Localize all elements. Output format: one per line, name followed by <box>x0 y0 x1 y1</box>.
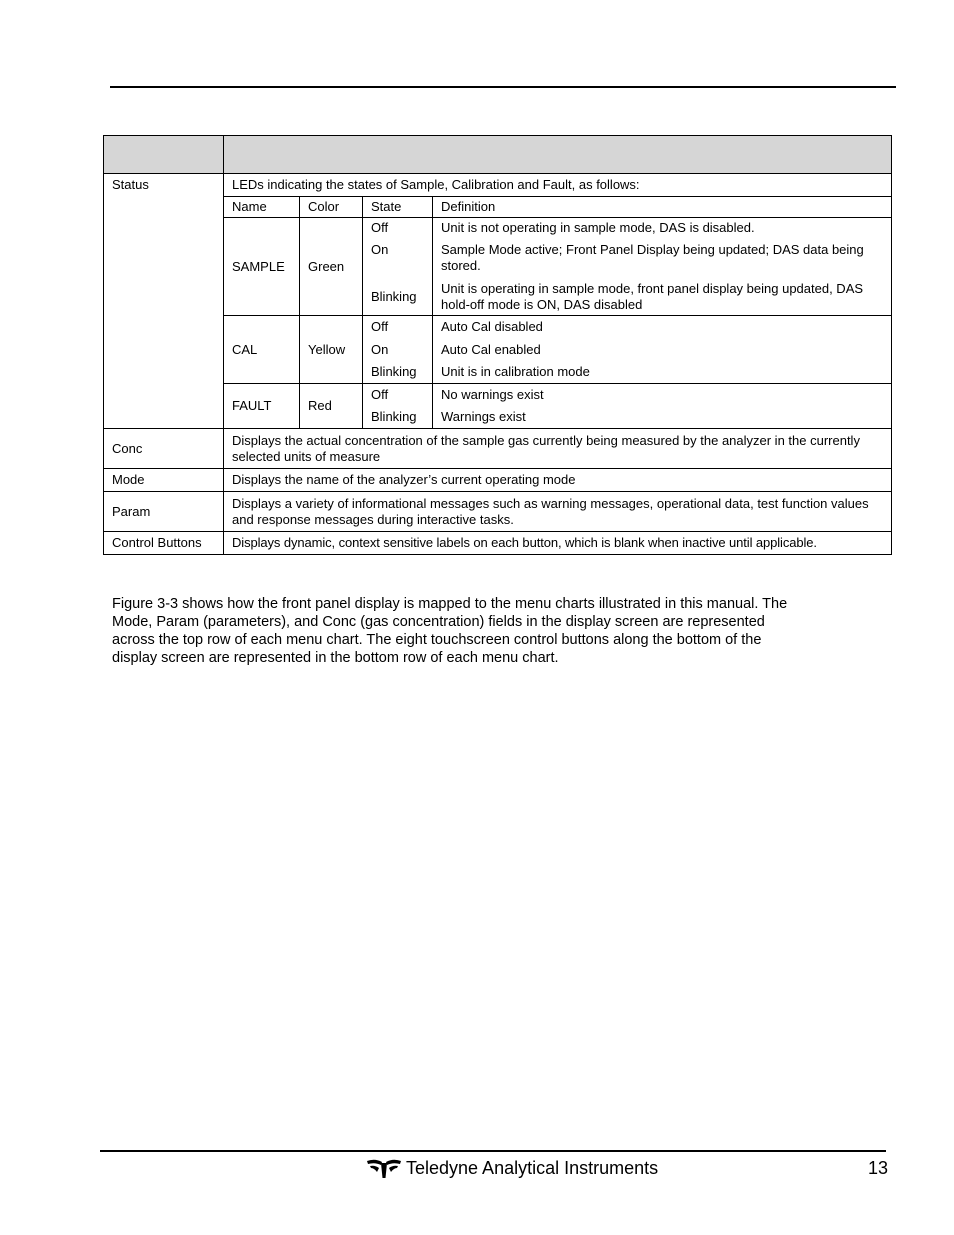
led-state: Blinking <box>363 407 433 429</box>
led-definition: Sample Mode active; Front Panel Display being updated; DAS data being stored. <box>433 240 892 278</box>
body-paragraph <box>112 595 852 667</box>
led-state: Off <box>363 316 433 339</box>
header-cell-field <box>104 136 224 174</box>
page-footer <box>366 1157 658 1179</box>
control-buttons-field-label: Control Buttons <box>104 532 224 555</box>
table-header-row <box>104 136 892 174</box>
led-color-cal: Yellow <box>300 316 363 384</box>
led-definition: Auto Cal enabled <box>433 339 892 362</box>
led-definition: Unit is not operating in sample mode, DAS is disabled. <box>433 218 892 240</box>
footer-rule <box>100 1150 886 1152</box>
conc-field-label: Conc <box>104 429 224 469</box>
table-row <box>104 429 892 469</box>
control-buttons-description: Displays dynamic, context sensitive labels on each button, which is blank when inactive until applicable. <box>224 532 892 555</box>
param-field-label: Param <box>104 492 224 532</box>
mode-description: Displays the name of the analyzer’s current operating mode <box>224 469 892 492</box>
paragraph-line: Figure 3-3 shows how the front panel display is mapped to the menu charts illustrated in this manual. The <box>112 596 788 612</box>
led-color-sample: Green <box>300 218 363 316</box>
subheader-name: Name <box>224 197 300 218</box>
paragraph-line: display screen are represented in the bottom row of each menu chart. <box>112 650 559 666</box>
paragraph-line: Mode, Param (parameters), and Conc (gas concentration) fields in the display screen are represented <box>112 614 765 630</box>
led-definition: No warnings exist <box>433 384 892 407</box>
table-row <box>104 174 892 197</box>
company-name: Teledyne Analytical Instruments <box>406 1157 659 1178</box>
led-definition: Unit is in calibration mode <box>433 362 892 384</box>
led-name-sample: SAMPLE <box>224 218 300 316</box>
led-state: Blinking <box>363 278 433 316</box>
led-state: On <box>363 339 433 362</box>
conc-description: Displays the actual concentration of the sample gas currently being measured by the analyzer in the currently selected units of measure <box>224 429 892 469</box>
status-field-label: Status <box>104 174 224 429</box>
subheader-color: Color <box>300 197 363 218</box>
led-state: Off <box>363 218 433 240</box>
led-definition: Auto Cal disabled <box>433 316 892 339</box>
header-rule <box>110 86 896 88</box>
teledyne-logo-icon <box>366 1157 402 1179</box>
led-name-cal: CAL <box>224 316 300 384</box>
mode-field-label: Mode <box>104 469 224 492</box>
param-description: Displays a variety of informational messages such as warning messages, operational data, test function values and response messages during interactive tasks. <box>224 492 892 532</box>
led-state: On <box>363 240 433 278</box>
led-color-fault: Red <box>300 384 363 429</box>
display-fields-table <box>103 135 892 555</box>
led-definition: Unit is operating in sample mode, front panel display being updated, DAS hold-off mode is ON, DAS disabled <box>433 278 892 316</box>
subheader-state: State <box>363 197 433 218</box>
led-name-fault: FAULT <box>224 384 300 429</box>
table-row <box>104 492 892 532</box>
led-definition: Warnings exist <box>433 407 892 429</box>
table-row <box>104 532 892 555</box>
led-state: Off <box>363 384 433 407</box>
paragraph-line: across the top row of each menu chart. The eight touchscreen control buttons along the bottom of the <box>112 632 762 648</box>
table-row <box>104 469 892 492</box>
page-number: 13 <box>868 1158 889 1178</box>
status-description: LEDs indicating the states of Sample, Calibration and Fault, as follows: <box>224 174 892 197</box>
led-state: Blinking <box>363 362 433 384</box>
header-cell-description <box>224 136 892 174</box>
subheader-definition: Definition <box>433 197 892 218</box>
